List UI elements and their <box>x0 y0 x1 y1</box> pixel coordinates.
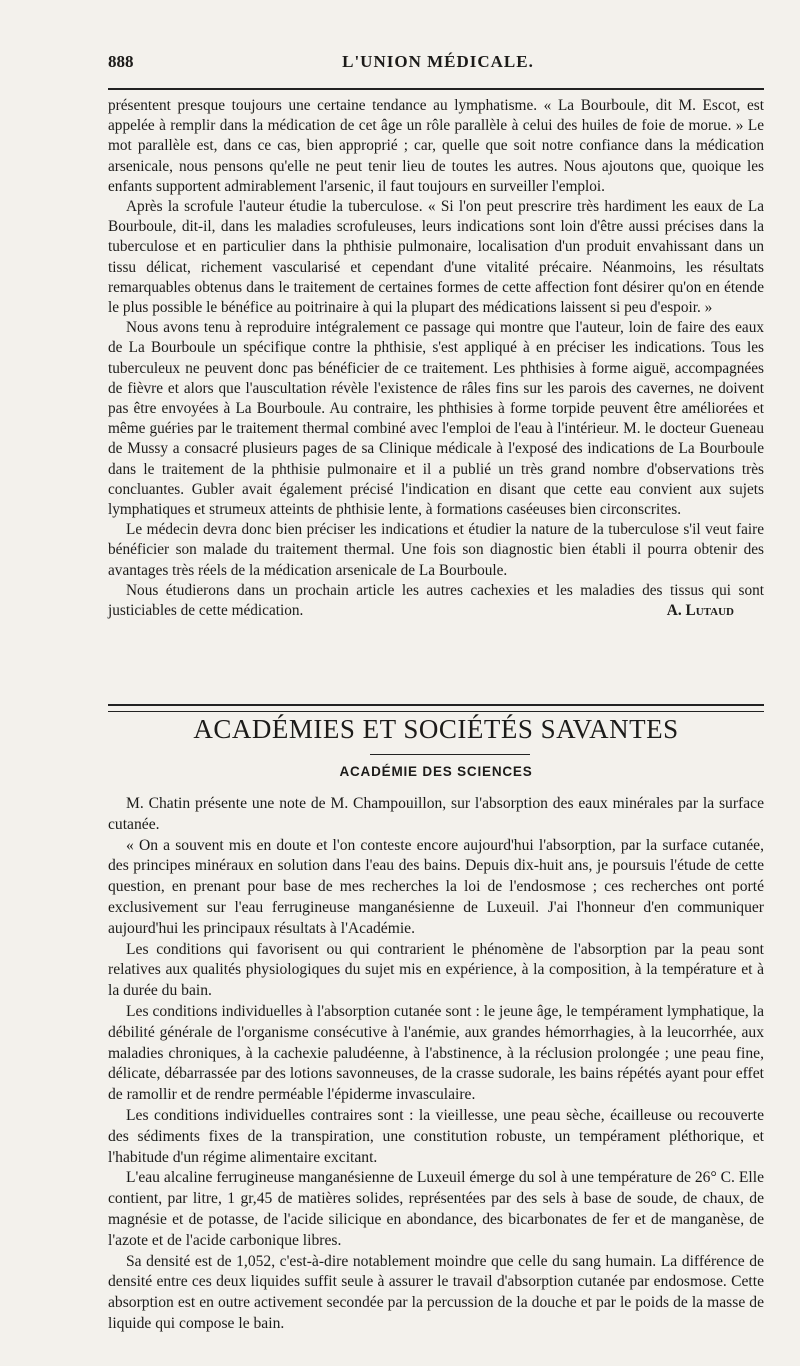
closing-text: Nous étudierons dans un prochain article les autres cachexies et les maladies des tissus qui sont justiciables de cette médication. <box>108 581 764 620</box>
section-divider <box>108 704 764 712</box>
running-title: L'UNION MÉDICALE. <box>342 52 534 71</box>
paragraph: Nous avons tenu à reproduire intégralement ce passage qui montre que l'auteur, loin de faire des eaux de La Bourboule un spécifique contre la phthisie, s'est appliqué à en préciser les indications. Tous les tuberculeux ne peuvent donc pas bénéficier de ce traitement. Les phthisies à forme aiguë, accompagnées de fièvre et alors que l'auscultation révèle l'existence de râles fins sur les parois des cavernes, ne doivent pas être envoyées à La Bourboule. Au contraire, les phthisies à forme torpide peuvent être améliorées et même guéries par le traitement thermal combiné avec l'emploi de l'eau à l'intérieur. M. le docteur Gueneau de Mussy a consacré plusieurs pages de sa Clinique médicale à l'exposé des indications de La Bourboule dans le traitement de la phthisie pulmonaire et il a publié un très grand nombre d'observations très concluantes. Gubler avait également précisé l'indication en disant que cette eau convient aux sujets lymphatiques et strumeux atteints de phthisie lente, à formations caséeuses bien circonscrites. <box>108 319 764 519</box>
page-number: 888 <box>108 52 134 71</box>
top-article <box>108 96 764 621</box>
title-underline <box>370 754 530 755</box>
paragraph: Après la scrofule l'auteur étudie la tuberculose. « Si l'on peut prescrire très hardiment les eaux de La Bourboule, dit-il, dans les maladies scrofuleuses, leurs indications sont loin d'être aussi précises dans la tuberculose et en particulier dans la phthisie pulmonaire, localisation d'un produit envahissant dans un tissu délicat, richement vascularisé et cependant d'une vitalité précaire. Néanmoins, les résultats remarquables obtenus dans le traitement de certaines formes de cette affection font désirer qu'on en étende le plus possible le bénéfice au poitrinaire à qui la plupart des médications laissent si peu d'espoir. » <box>108 198 764 317</box>
bottom-article <box>108 794 764 1335</box>
section-subtitle: ACADÉMIE DES SCIENCES <box>339 764 533 779</box>
closing-paragraph <box>108 581 764 621</box>
section-title: ACADÉMIES ET SOCIÉTÉS SAVANTES <box>193 714 679 744</box>
paragraph: Le médecin devra donc bien préciser les indications et étudier la nature de la tuberculose s'il veut faire bénéficier son malade du traitement thermal. Une fois son diagnostic bien établi il pourra obtenir des avantages très réels de la médication arsenicale de La Bourboule. <box>108 521 764 579</box>
paragraph: Sa densité est de 1,052, c'est-à-dire notablement moindre que celle du sang humain. La différence de densité entre ces deux liquides suffit seule à assurer le travail d'absorption cutanée par endosmose. Cette absorption est en outre activement secondée par la percussion de la douche et par le poids de la masse de liquide qui compose le bain. <box>108 1252 764 1332</box>
paragraph: présentent presque toujours une certaine tendance au lymphatisme. « La Bourboule, dit M. Escot, est appelée à remplir dans la médication de cet âge un rôle parallèle à celui des huiles de foie de morue. » Le mot parallèle est, dans ce cas, bien approprié ; car, quelle que soit notre confiance dans la médication arsenicale, nous pensons qu'elle ne peut tenir lieu de toutes les autres. Nous ajoutons que, quoique les enfants supportent admirablement l'arsenic, il faut toujours en surveiller l'emploi. <box>108 97 764 195</box>
paragraph: Les conditions individuelles à l'absorption cutanée sont : le jeune âge, le tempérament lymphatique, la débilité générale de l'organisme consécutive à l'anémie, aux grandes hémorrhagies, à la leucorrhée, aux maladies chroniques, à la cachexie paludéenne, à l'abstinence, à la réclusion prolongée ; une peau fine, délicate, débarrassée par des lotions savonneuses, de la crasse sudorale, les bains répétés ayant pour effet de ramollir et de rendre perméable l'épiderme invasculaire. <box>108 1002 764 1104</box>
header-rule <box>108 88 764 90</box>
paragraph: M. Chatin présente une note de M. Champouillon, sur l'absorption des eaux minérales par la surface cutanée. <box>108 795 764 833</box>
page-header <box>108 52 768 78</box>
paragraph: Les conditions individuelles contraires sont : la vieillesse, une peau sèche, écailleuse ou recouverte des sédiments fixes de la transpiration, une constitution robuste, un tempérament pléthorique, et l'habitude d'un régime alimentaire excitant. <box>108 1106 764 1166</box>
paragraph: L'eau alcaline ferrugineuse manganésienne de Luxeuil émerge du sol à une température de 26° C. Elle contient, par litre, 1 gr,45 de matières solides, représentées par des sels à base de soude, de chaux, de magnésie et de potasse, de l'acide silicique en abondance, des bicarbonates de fer et de manganèse, de l'azote et de l'acide carbonique libres. <box>108 1169 764 1249</box>
paragraph: « On a souvent mis en doute et l'on conteste encore aujourd'hui l'absorption, par la surface cutanée, des principes minéraux en solution dans l'eau des bains. Depuis dix-huit ans, je poursuis l'étude de cette question, en prenant pour base de mes recherches la loi de l'endosmose ; ces recherches ont porté exclusivement sur l'eau ferrugineuse manganésienne de Luxeuil. J'ai l'honneur d'en communiquer aujourd'hui les principaux résultats à l'Académie. <box>108 836 764 937</box>
paragraph: Les conditions qui favorisent ou qui contrarient le phénomène de l'absorption par la peau sont relatives aux qualités physiologiques du sujet mis en expérience, à la composition, à la température et à la durée du bain. <box>108 940 764 1000</box>
article-signature: A. Lutaud <box>666 602 734 620</box>
